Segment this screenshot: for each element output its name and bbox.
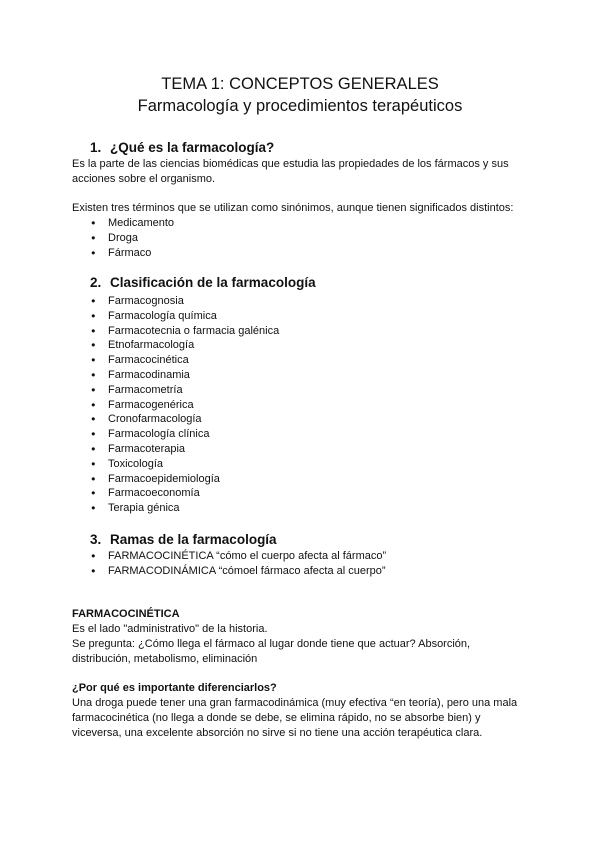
section-1-paragraph-line-2: acciones sobre el organismo.	[72, 173, 216, 185]
branches-list	[91, 549, 386, 579]
section-1-title: ¿Qué es la farmacología?	[110, 140, 275, 155]
section-1-heading	[90, 140, 274, 156]
farmacocinetica-heading: FARMACOCINÉTICA	[72, 608, 180, 620]
list-item: ● Farmacognosia	[91, 294, 279, 309]
section-3-title: Ramas de la farmacología	[110, 532, 277, 547]
section-3-heading	[90, 532, 277, 548]
terms-list	[91, 216, 174, 260]
list-item: ● Fármaco	[91, 246, 174, 261]
list-item: ● Farmacogenérica	[91, 398, 279, 413]
importance-line-1: Una droga puede tener una gran farmacodinámica (muy efectiva “en teoría), pero una mala	[72, 697, 518, 709]
farmacocinetica-line-3: distribución, metabolismo, eliminación	[72, 653, 258, 665]
importance-heading: ¿Por qué es importante diferenciarlos?	[72, 682, 277, 694]
classification-list	[91, 294, 279, 516]
list-item: ● Farmacocinética	[91, 353, 279, 368]
list-item: ● Medicamento	[91, 216, 174, 231]
document-title: TEMA 1: CONCEPTOS GENERALES	[161, 75, 439, 93]
section-2-number: 2.	[90, 275, 102, 290]
section-1-number: 1.	[90, 140, 102, 155]
list-item: ● Farmacología química	[91, 309, 279, 324]
list-item: ● Farmacoeconomía	[91, 486, 279, 501]
section-3-number: 3.	[90, 532, 102, 547]
list-item: ● Toxicología	[91, 457, 279, 472]
importance-line-2: farmacocinética (no llega a donde se debe, se elimina rápido, no se absorbe bien) y	[72, 712, 481, 724]
list-item: ● Farmacoterapia	[91, 442, 279, 457]
importance-line-3: viceversa, una excelente absorción no sirve si no tiene una acción terapéutica clara.	[72, 727, 483, 739]
section-2-title: Clasificación de la farmacología	[110, 275, 316, 290]
list-item: ● Etnofarmacología	[91, 338, 279, 353]
farmacocinetica-line-2: Se pregunta: ¿Cómo llega el fármaco al lugar donde tiene que actuar? Absorción,	[72, 638, 471, 650]
list-item: ● Terapia génica	[91, 501, 279, 516]
document-subtitle: Farmacología y procedimientos terapéuticos	[137, 97, 463, 115]
list-item: ● Farmacodinamia	[91, 368, 279, 383]
section-1-paragraph-line-1: Es la parte de las ciencias biomédicas que estudia las propiedades de los fármacos y sus	[72, 158, 509, 170]
farmacocinetica-line-1: Es el lado "administrativo" de la historia.	[72, 623, 268, 635]
list-item: ● FARMACODINÁMICA “cómoel fármaco afecta al cuerpo”	[91, 564, 386, 579]
list-item: ● Farmacometría	[91, 383, 279, 398]
list-item: ● Droga	[91, 231, 174, 246]
terms-intro: Existen tres términos que se utilizan como sinónimos, aunque tienen significados distintos:	[72, 202, 514, 214]
list-item: ● Farmacología clínica	[91, 427, 279, 442]
list-item: ● Farmacotecnia o farmacia galénica	[91, 324, 279, 339]
list-item: ● FARMACOCINÉTICA “cómo el cuerpo afecta al fármaco”	[91, 549, 386, 564]
list-item: ● Farmacoepidemiología	[91, 472, 279, 487]
section-2-heading	[90, 275, 316, 291]
list-item: ● Cronofarmacología	[91, 412, 279, 427]
